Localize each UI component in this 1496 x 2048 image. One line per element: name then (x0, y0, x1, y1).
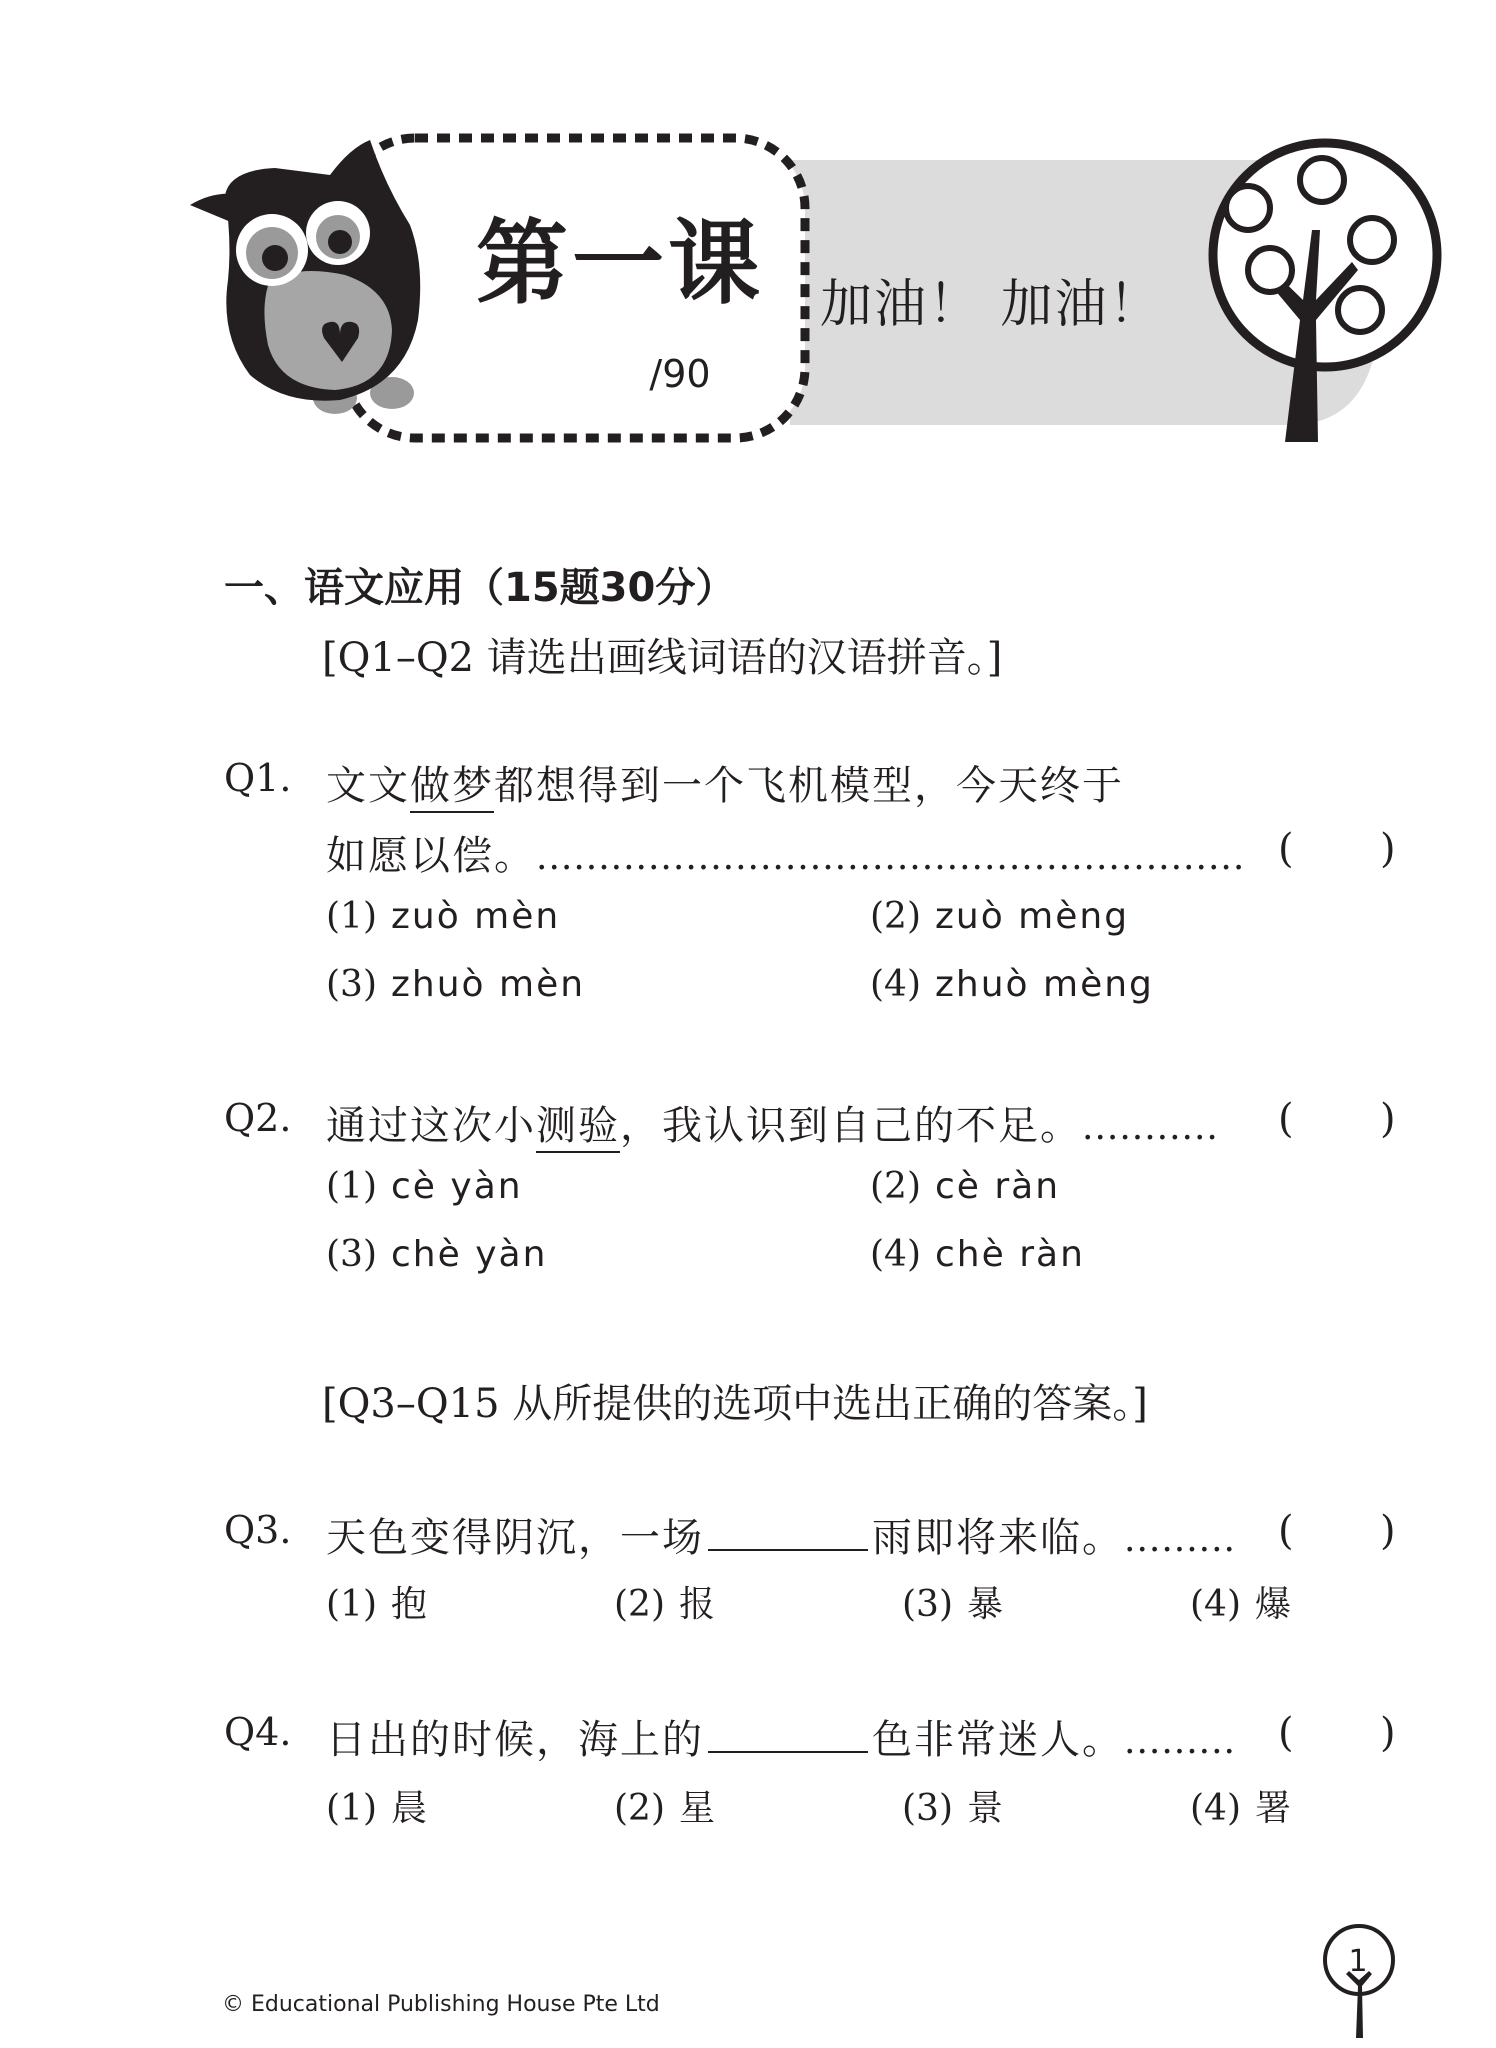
question-number: Q4. (224, 1710, 292, 1754)
option-text: 报 (679, 1584, 716, 1625)
option-number: (4) (1190, 1584, 1241, 1625)
option-2[interactable] (870, 896, 1129, 937)
option-number: (1) (326, 1166, 377, 1207)
leader-dots: ......................................................... (536, 837, 1246, 878)
option-text: cè yàn (391, 1166, 523, 1207)
option-3[interactable] (902, 1576, 1003, 1627)
option-number: (1) (326, 1584, 377, 1625)
option-text: 星 (679, 1788, 716, 1829)
text-segment: 通过这次小 (326, 1103, 536, 1149)
question-text-line2 (326, 824, 1245, 881)
option-text: zuò mèng (935, 896, 1130, 937)
cheer-text: 加油！ 加油！ (820, 275, 1163, 335)
instruction-q3-q15: [Q3–Q15 从所提供的选项中选出正确的答案。] (322, 1381, 1148, 1427)
option-2[interactable] (614, 1576, 715, 1627)
answer-paren-close: ) (1380, 1096, 1396, 1142)
text-segment: 天色变得阴沉，一场 (326, 1515, 704, 1561)
leader-dots: ......... (1124, 1519, 1236, 1560)
answer-paren-close: ) (1380, 826, 1396, 872)
owl-icon (190, 140, 420, 414)
answer-paren-close: ) (1380, 1508, 1396, 1554)
answer-paren-open: ( (1278, 1096, 1294, 1142)
option-3[interactable] (326, 964, 585, 1005)
answer-box[interactable] (1298, 1508, 1378, 1552)
question-number: Q1. (224, 756, 292, 800)
option-text: 晨 (391, 1788, 428, 1829)
option-4[interactable] (870, 964, 1154, 1005)
option-4[interactable] (1190, 1576, 1291, 1627)
underlined-word: 做梦 (410, 763, 494, 813)
question-text (326, 1094, 1219, 1151)
question-text (326, 1708, 1236, 1765)
option-number: (1) (326, 896, 377, 937)
option-4[interactable] (870, 1234, 1085, 1275)
text-segment: ，我认识到自己的不足。 (620, 1103, 1082, 1149)
option-number: (1) (326, 1788, 377, 1829)
option-number: (2) (614, 1584, 665, 1625)
option-text: 暴 (967, 1584, 1004, 1625)
option-text: zhuò mèn (391, 964, 586, 1005)
answer-box[interactable] (1298, 1096, 1378, 1140)
question-number: Q2. (224, 1096, 292, 1140)
option-text: chè yàn (391, 1234, 548, 1275)
option-1[interactable] (326, 1576, 427, 1627)
fill-blank (708, 1751, 868, 1753)
answer-paren-close: ) (1380, 1710, 1396, 1756)
option-2[interactable] (870, 1166, 1060, 1207)
option-number: (2) (870, 896, 921, 937)
option-3[interactable] (902, 1780, 1003, 1831)
question-text (326, 1506, 1236, 1563)
option-text: 抱 (391, 1584, 428, 1625)
text-segment: 日出的时候，海上的 (326, 1717, 704, 1763)
option-number: (3) (326, 1234, 377, 1275)
leader-dots: ........... (1082, 1107, 1219, 1148)
question-number: Q3. (224, 1508, 292, 1552)
instruction-q1-q2: [Q1–Q2 请选出画线词语的汉语拼音。] (322, 635, 1003, 681)
option-1[interactable] (326, 1780, 427, 1831)
option-number: (4) (870, 1234, 921, 1275)
option-4[interactable] (1190, 1780, 1291, 1831)
total-score: /90 (649, 352, 711, 396)
section-heading: 一、语文应用（15题30分） (224, 565, 736, 611)
leader-dots: ......... (1124, 1721, 1236, 1762)
option-text: 署 (1255, 1788, 1292, 1829)
text-segment: 文文 (326, 763, 410, 809)
question-text-line1 (326, 754, 1124, 811)
answer-box[interactable] (1298, 1710, 1378, 1754)
text-segment: 色非常迷人。 (872, 1717, 1124, 1763)
page-number: 1 (1348, 1944, 1368, 1979)
option-2[interactable] (614, 1780, 715, 1831)
option-1[interactable] (326, 896, 560, 937)
text-segment: 雨即将来临。 (872, 1515, 1124, 1561)
option-text: zuò mèn (391, 896, 561, 937)
lesson-title: 第一课 (475, 210, 764, 317)
page-tree-icon (1316, 1920, 1402, 2040)
underlined-word: 测验 (536, 1103, 620, 1153)
answer-paren-open: ( (1278, 1508, 1294, 1554)
option-number: (2) (614, 1788, 665, 1829)
fill-blank (708, 1549, 868, 1551)
answer-paren-open: ( (1278, 1710, 1294, 1756)
answer-box[interactable] (1298, 826, 1378, 870)
option-3[interactable] (326, 1234, 547, 1275)
option-1[interactable] (326, 1166, 523, 1207)
lesson-header (0, 0, 1496, 470)
copyright-text: © Educational Publishing House Pte Ltd (222, 1992, 660, 2017)
option-text: cè ràn (935, 1166, 1061, 1207)
text-segment: 都想得到一个飞机模型，今天终于 (494, 763, 1124, 809)
option-number: (2) (870, 1166, 921, 1207)
option-number: (3) (326, 964, 377, 1005)
option-text: chè ràn (935, 1234, 1085, 1275)
option-number: (4) (870, 964, 921, 1005)
text-segment: 如愿以偿。 (326, 833, 536, 879)
option-text: zhuò mèng (935, 964, 1154, 1005)
option-number: (4) (1190, 1788, 1241, 1829)
option-text: 爆 (1255, 1584, 1292, 1625)
option-number: (3) (902, 1788, 953, 1829)
answer-paren-open: ( (1278, 826, 1294, 872)
option-number: (3) (902, 1584, 953, 1625)
option-text: 景 (967, 1788, 1004, 1829)
